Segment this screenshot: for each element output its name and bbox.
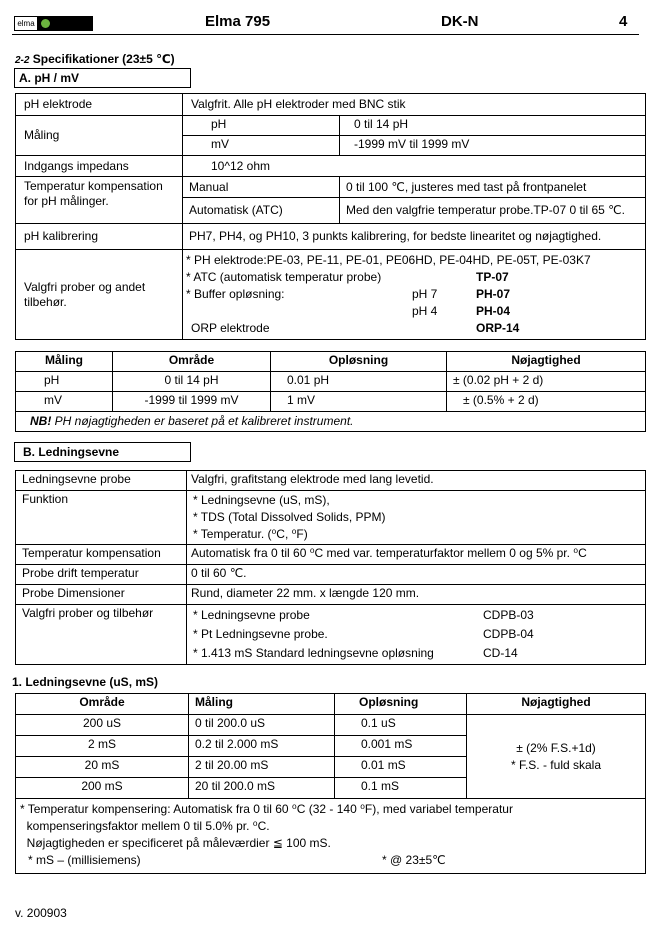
- spec-header: Måling: [16, 352, 113, 372]
- cond-header: Måling: [189, 694, 335, 715]
- b-row-value: Rund, diameter 22 mm. x længde 120 mm.: [187, 585, 646, 605]
- conductivity-range-table: [15, 693, 646, 874]
- cond-measure: 20 til 200.0 mS: [189, 778, 335, 799]
- spec-header: Område: [113, 352, 271, 372]
- logo-instruments-text: instruments: [41, 32, 83, 41]
- probes-ph4-code: PH-04: [476, 304, 511, 318]
- cond-range: 20 mS: [16, 757, 189, 778]
- spec-cell: ± (0.5% + 2 d): [447, 392, 646, 412]
- cond-note-line: * Temperatur kompensering: Automatisk fra 0 til 60 ⁰C (32 - 140 ⁰F), med variabel temperatur: [20, 802, 513, 816]
- tilbehor-code: CDPB-03: [483, 608, 534, 622]
- b-row-label: Temperatur kompensation: [16, 545, 187, 565]
- cond-measure: 0 til 200.0 uS: [189, 715, 335, 736]
- b-row-value: 0 til 60 ℃.: [187, 565, 646, 585]
- part-b-title: B. Ledningsevne: [14, 442, 191, 462]
- cond-resolution: 0.001 mS: [335, 736, 467, 757]
- probes-buffer: * Buffer opløsning:: [186, 287, 285, 301]
- probes-atc-code: TP-07: [476, 270, 509, 284]
- funktion-item: * TDS (Total Dissolved Solids, PPM): [193, 510, 386, 524]
- cond-accuracy: [467, 715, 646, 799]
- cond-header: Opløsning: [335, 694, 467, 715]
- spec-cell: ± (0.02 pH + 2 d): [447, 372, 646, 392]
- funktion-list: [187, 491, 646, 545]
- tilbehor-names: [187, 605, 480, 665]
- tilbehor-code: CD-14: [483, 646, 518, 660]
- probes-orp: ORP elektrode: [191, 321, 270, 335]
- section-title: [15, 52, 175, 66]
- logo-leaf-icon: [41, 19, 50, 28]
- document-title: Elma 795: [205, 13, 271, 30]
- maaling-ph-range: 0 til 14 pH: [340, 116, 646, 136]
- probes-ph7-code: PH-07: [476, 287, 511, 301]
- cond-note-ms: * mS – (millisiemens): [28, 853, 141, 867]
- spec-cell: -1999 til 1999 mV: [113, 392, 271, 412]
- cond-note-temp: * @ 23±5℃: [382, 853, 446, 867]
- tilbehor-item: * Ledningsevne probe: [193, 608, 310, 622]
- cond-resolution: 0.1 mS: [335, 778, 467, 799]
- ph-spec-table: [15, 93, 646, 340]
- spec-header: Nøjagtighed: [447, 352, 646, 372]
- b-row-label: Probe drift temperatur: [16, 565, 187, 585]
- b-row-value: Valgfri, grafitstang elektrode med lang levetid.: [187, 471, 646, 491]
- maaling-mv-range: -1999 mV til 1999 mV: [340, 136, 646, 156]
- funktion-label: Funktion: [16, 491, 187, 545]
- spec-cell: mV: [16, 392, 113, 412]
- cond-header: Nøjagtighed: [467, 694, 646, 715]
- logo-elma-text: elma: [15, 17, 38, 30]
- funktion-item: * Temperatur. (⁰C, ⁰F): [193, 527, 308, 541]
- header-divider: [12, 34, 639, 35]
- spec-cell: pH: [16, 372, 113, 392]
- temp-manual-value: 0 til 100 ℃, justeres med tast på frontpanelet: [340, 177, 646, 198]
- cond-note-line: Nøjagtigheden er specificeret på måleværdier ≦ 100 mS.: [20, 836, 331, 850]
- cond-resolution: 0.1 uS: [335, 715, 467, 736]
- tilbehor-code: CDPB-04: [483, 627, 534, 641]
- page-number: 4: [619, 13, 628, 30]
- cond-accuracy-note: * F.S. - fuld skala: [510, 757, 602, 772]
- language-code: DK-N: [441, 13, 479, 30]
- temp-manual: Manual: [183, 177, 340, 198]
- note-text: PH nøjagtigheden er baseret på et kalibreret instrument.: [51, 414, 354, 428]
- spec-cell: 0 til 14 pH: [113, 372, 271, 392]
- version-footer: v. 200903: [15, 906, 67, 920]
- funktion-item: * Ledningsevne (uS, mS),: [193, 493, 330, 507]
- kalib-label: pH kalibrering: [16, 224, 183, 250]
- cond-note-line: kompenseringsfaktor mellem 0 til 5.0% pr. ⁰C.: [20, 819, 270, 833]
- maaling-ph: pH: [183, 116, 340, 136]
- cond-range: 200 mS: [16, 778, 189, 799]
- tilbehor-item: * Pt Ledningsevne probe.: [193, 627, 328, 641]
- tilbehor-codes: [479, 605, 646, 665]
- probes-cell: [183, 250, 646, 340]
- tilbehor-label: Valgfri prober og tilbehør: [16, 605, 187, 665]
- cond-accuracy-value: ± (2% F.S.+1d): [516, 740, 596, 755]
- kalib-value: PH7, PH4, og PH10, 3 punkts kalibrering, for bedste linearitet og nøjagtighed.: [183, 224, 646, 250]
- ph-accuracy-table: [15, 351, 646, 432]
- temp-label: Temperatur kompensation for pH målinger.: [16, 177, 183, 224]
- probes-atc: * ATC (automatisk temperatur probe): [186, 270, 382, 284]
- elma-logo: [14, 16, 93, 41]
- section-title-text: Specifikationer (23±5 ℃): [32, 52, 175, 66]
- cond-notes: [16, 799, 646, 874]
- cond-measure: 2 til 20.00 mS: [189, 757, 335, 778]
- cond-resolution: 0.01 mS: [335, 757, 467, 778]
- b-row-label: Ledningsevne probe: [16, 471, 187, 491]
- probes-ph4: pH 4: [412, 304, 438, 318]
- impedans-value: 10^12 ohm: [183, 156, 646, 177]
- cond-header: Område: [16, 694, 189, 715]
- conductivity-spec-table: [15, 470, 646, 665]
- probes-ph7: pH 7: [412, 287, 438, 301]
- cond-range: 2 mS: [16, 736, 189, 757]
- ph-electrode-label: pH elektrode: [16, 94, 183, 116]
- maaling-label: Måling: [16, 116, 183, 156]
- note-nb: NB!: [30, 414, 52, 428]
- b-row-value: Automatisk fra 0 til 60 ⁰C med var. temperaturfaktor mellem 0 og 5% pr. ⁰C: [187, 545, 646, 565]
- probes-orp-code: ORP-14: [476, 321, 520, 335]
- spec-cell: 0.01 pH: [271, 372, 447, 392]
- cond-measure: 0.2 til 2.000 mS: [189, 736, 335, 757]
- probes-label: Valgfri prober og andet tilbehør.: [16, 250, 183, 340]
- temp-auto-value: Med den valgfrie temperatur probe.TP-07 0 til 65 ℃.: [340, 198, 646, 224]
- b-row-label: Probe Dimensioner: [16, 585, 187, 605]
- impedans-label: Indgangs impedans: [16, 156, 183, 177]
- cond-title: 1. Ledningsevne (uS, mS): [12, 675, 159, 689]
- spec-cell: 1 mV: [271, 392, 447, 412]
- section-number: 2-2: [15, 55, 30, 66]
- cond-range: 200 uS: [16, 715, 189, 736]
- part-a-title: A. pH / mV: [14, 68, 191, 88]
- tilbehor-item: * 1.413 mS Standard ledningsevne opløsning: [193, 646, 434, 660]
- ph-note: [16, 412, 646, 432]
- maaling-mv: mV: [183, 136, 340, 156]
- probes-ph-electrodes: * PH elektrode:PE-03, PE-11, PE-01, PE06HD, PE-04HD, PE-05T, PE-03K7: [186, 253, 591, 267]
- temp-auto: Automatisk (ATC): [183, 198, 340, 224]
- spec-header: Opløsning: [271, 352, 447, 372]
- ph-electrode-value: Valgfrit. Alle pH elektroder med BNC stik: [183, 94, 646, 116]
